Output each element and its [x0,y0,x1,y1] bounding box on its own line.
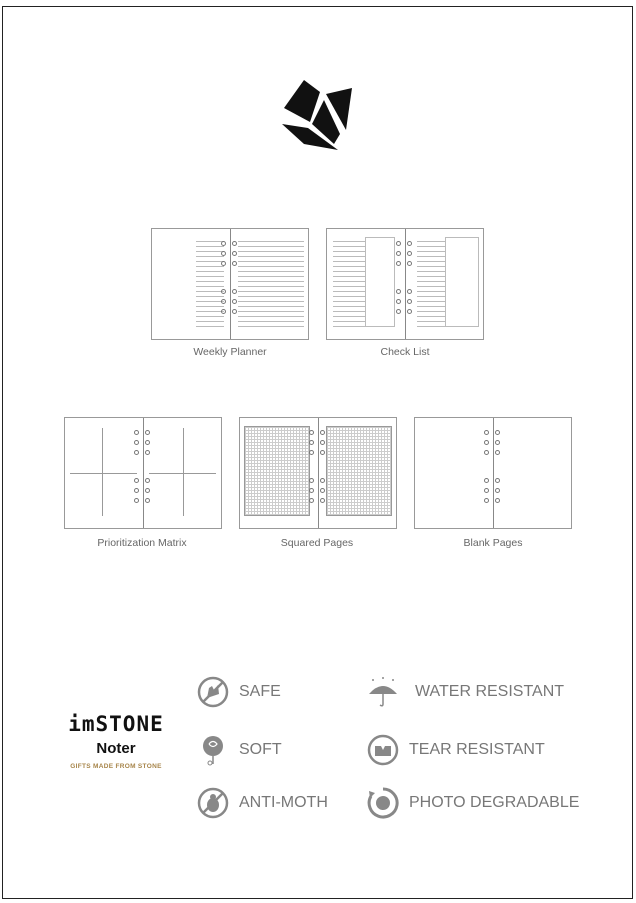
feature-label: WATER RESISTANT [415,683,565,700]
moth-icon [197,787,229,819]
binder-ring-hole [396,309,401,314]
binder-ring-hole [232,289,237,294]
binder-ring-hole [145,440,150,445]
hand-icon [197,676,229,708]
feature-label: SAFE [239,683,281,700]
binder-ring-hole [484,488,489,493]
binder-ring-hole [320,498,325,503]
binder-ring-hole [221,261,226,266]
brand-name: imSTONE [68,712,164,736]
binder-ring-hole [320,488,325,493]
tear-icon [367,734,399,766]
binder-ring-hole [396,299,401,304]
binder-ring-hole [407,309,412,314]
binder-ring-hole [484,450,489,455]
prioritization-matrix-label: Prioritization Matrix [97,537,187,549]
binder-ring-hole [320,430,325,435]
brand-sub: Noter [96,740,136,757]
brand-block [60,712,172,770]
sun-icon [367,787,399,819]
binder-ring-hole [221,289,226,294]
binder-ring-hole [396,251,401,256]
binder-ring-hole [134,440,139,445]
binder-ring-hole [396,241,401,246]
binder-ring-hole [484,430,489,435]
binder-ring-hole [407,241,412,246]
binder-ring-hole [309,450,314,455]
feature-anti-moth [197,787,328,819]
umbrella-icon [367,676,399,708]
binder-ring-hole [134,478,139,483]
binder-ring-hole [407,261,412,266]
binder-ring-hole [134,488,139,493]
feature-label: ANTI-MOTH [239,794,328,811]
binder-ring-hole [145,488,150,493]
binder-ring-hole [495,430,500,435]
binder-ring-hole [221,299,226,304]
binder-ring-hole [495,450,500,455]
feature-water-resistant [367,676,564,708]
feature-label: SOFT [239,741,282,758]
binder-ring-hole [145,430,150,435]
binder-ring-hole [495,440,500,445]
binder-ring-hole [407,289,412,294]
binder-ring-hole [309,488,314,493]
binder-ring-hole [407,251,412,256]
squared-pages-label: Squared Pages [280,537,354,549]
binder-ring-hole [232,241,237,246]
binder-ring-hole [320,440,325,445]
binder-ring-hole [232,261,237,266]
binder-ring-hole [145,450,150,455]
binder-ring-hole [309,440,314,445]
binder-ring-hole [221,309,226,314]
binder-ring-hole [221,251,226,256]
binder-ring-hole [232,299,237,304]
binder-ring-hole [134,450,139,455]
binder-ring-hole [232,251,237,256]
binder-ring-hole [396,289,401,294]
feature-safe [197,676,281,708]
feature-soft [197,734,282,766]
binder-ring-hole [309,498,314,503]
binder-ring-hole [134,498,139,503]
check-list-thumbnail [326,228,484,340]
binder-ring-hole [407,299,412,304]
binder-ring-hole [145,498,150,503]
blank-pages-thumbnail [414,417,572,529]
binder-ring-hole [495,498,500,503]
prioritization-matrix-thumbnail [64,417,222,529]
binder-ring-hole [320,478,325,483]
feature-label: TEAR RESISTANT [409,741,545,758]
binder-ring-hole [495,478,500,483]
binder-ring-hole [484,498,489,503]
blank-pages-label: Blank Pages [463,537,523,549]
feature-tear-resistant [367,734,545,766]
squared-pages-thumbnail [239,417,397,529]
binder-ring-hole [396,261,401,266]
weekly-planner-thumbnail [151,228,309,340]
binder-ring-hole [484,440,489,445]
weekly-planner-label: Weekly Planner [193,346,267,358]
binder-ring-hole [495,488,500,493]
binder-ring-hole [134,430,139,435]
feature-photo-degradable [367,787,579,819]
binder-ring-hole [145,478,150,483]
feature-label: PHOTO DEGRADABLE [409,794,580,811]
check-list-label: Check List [380,346,430,358]
binder-ring-hole [221,241,226,246]
binder-ring-hole [320,450,325,455]
rose-icon [197,734,229,766]
binder-ring-hole [309,478,314,483]
binder-ring-hole [232,309,237,314]
brand-logo-icon [282,78,354,152]
brand-tagline: GIFTS MADE FROM STONE [70,763,162,770]
binder-ring-hole [309,430,314,435]
binder-ring-hole [484,478,489,483]
